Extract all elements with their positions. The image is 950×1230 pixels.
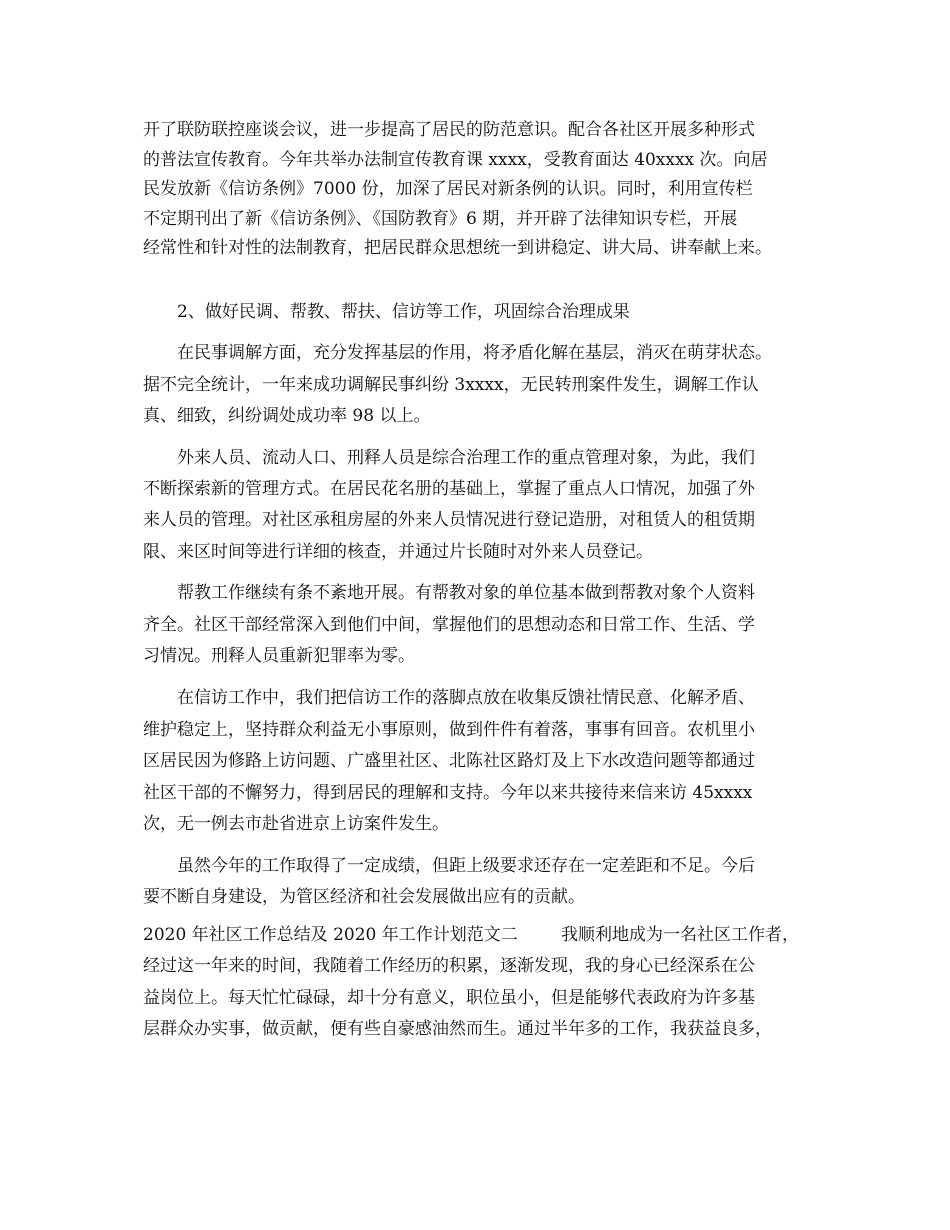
body-line: 真、细致，纠纷调处成功率 98 以上。 bbox=[143, 406, 431, 426]
section-title-line: 2020 年社区工作总结及 2020 年工作计划范文二 我顺利地成为一名社区工作者， bbox=[143, 925, 799, 945]
body-line: 维护稳定上，坚持群众利益无小事原则，做到件件有着落，事事有回音。农机里小 bbox=[143, 720, 755, 740]
body-line: 虽然今年的工作取得了一定成绩，但距上级要求还存在一定差距和不足。今后 bbox=[177, 856, 755, 876]
body-line: 在信访工作中，我们把信访工作的落脚点放在收集反馈社情民意、化解矛盾、 bbox=[177, 688, 755, 708]
body-line: 的普法宣传教育。今年共举办法制宣传教育课 xxxx，受教育面达 40xxxx 次。向居 bbox=[143, 150, 768, 170]
body-line: 不定期刊出了新《信访条例》、《国防教育》6 期，并开辟了法律知识专栏，开展 bbox=[143, 209, 738, 229]
body-line: 民发放新《信访条例》7000 份，加深了居民对新条例的认识。同时，利用宣传栏 bbox=[143, 179, 753, 199]
section-heading: 2、做好民调、帮教、帮扶、信访等工作，巩固综合治理成果 bbox=[177, 302, 630, 322]
body-line: 不断探索新的管理方式。在居民花名册的基础上，掌握了重点人口情况，加强了外 bbox=[143, 479, 755, 499]
body-line: 在民事调解方面，充分发挥基层的作用，将矛盾化解在基层，消灭在萌芽状态。 bbox=[177, 343, 772, 363]
body-line: 限、来区时间等进行详细的核查，并通过片长随时对外来人员登记。 bbox=[143, 542, 653, 562]
body-line: 益岗位上。每天忙忙碌碌，却十分有意义，职位虽小，但是能够代表政府为许多基 bbox=[143, 988, 755, 1008]
body-line: 习情况。刑释人员重新犯罪率为零。 bbox=[143, 646, 415, 666]
body-line: 外来人员、流动人口、刑释人员是综合治理工作的重点管理对象，为此，我们 bbox=[177, 448, 755, 468]
body-line: 次，无一例去市赴省进京上访案件发生。 bbox=[143, 814, 449, 834]
body-line: 据不完全统计，一年来成功调解民事纠纷 3xxxx，无民转刑案件发生，调解工作认 bbox=[143, 375, 759, 395]
body-line: 帮教工作继续有条不紊地开展。有帮教对象的单位基本做到帮教对象个人资料 bbox=[177, 583, 755, 603]
body-line: 经常性和针对性的法制教育，把居民群众思想统一到讲稳定、讲大局、讲奉献上来。 bbox=[143, 238, 772, 258]
body-line: 经过这一年来的时间，我随着工作经历的积累，逐渐发现，我的身心已经深系在公 bbox=[143, 956, 755, 976]
body-line: 齐全。社区干部经常深入到他们中间，掌握他们的思想动态和日常工作、生活、学 bbox=[143, 615, 755, 635]
body-line: 来人员的管理。对社区承租房屋的外来人员情况进行登记造册，对租赁人的租赁期 bbox=[143, 510, 755, 530]
body-line: 层群众办实事，做贡献，便有些自豪感油然而生。通过半年多的工作，我获益良多， bbox=[143, 1019, 772, 1039]
body-line: 区居民因为修路上访问题、广盛里社区、北陈社区路灯及上下水改造问题等都通过 bbox=[143, 751, 755, 771]
body-line: 开了联防联控座谈会议，进一步提高了居民的防范意识。配合各社区开展多种形式 bbox=[143, 120, 755, 140]
body-line: 社区干部的不懈努力，得到居民的理解和支持。今年以来共接待来信来访 45xxxx bbox=[143, 783, 753, 803]
body-line: 要不断自身建设，为管区经济和社会发展做出应有的贡献。 bbox=[143, 887, 585, 907]
